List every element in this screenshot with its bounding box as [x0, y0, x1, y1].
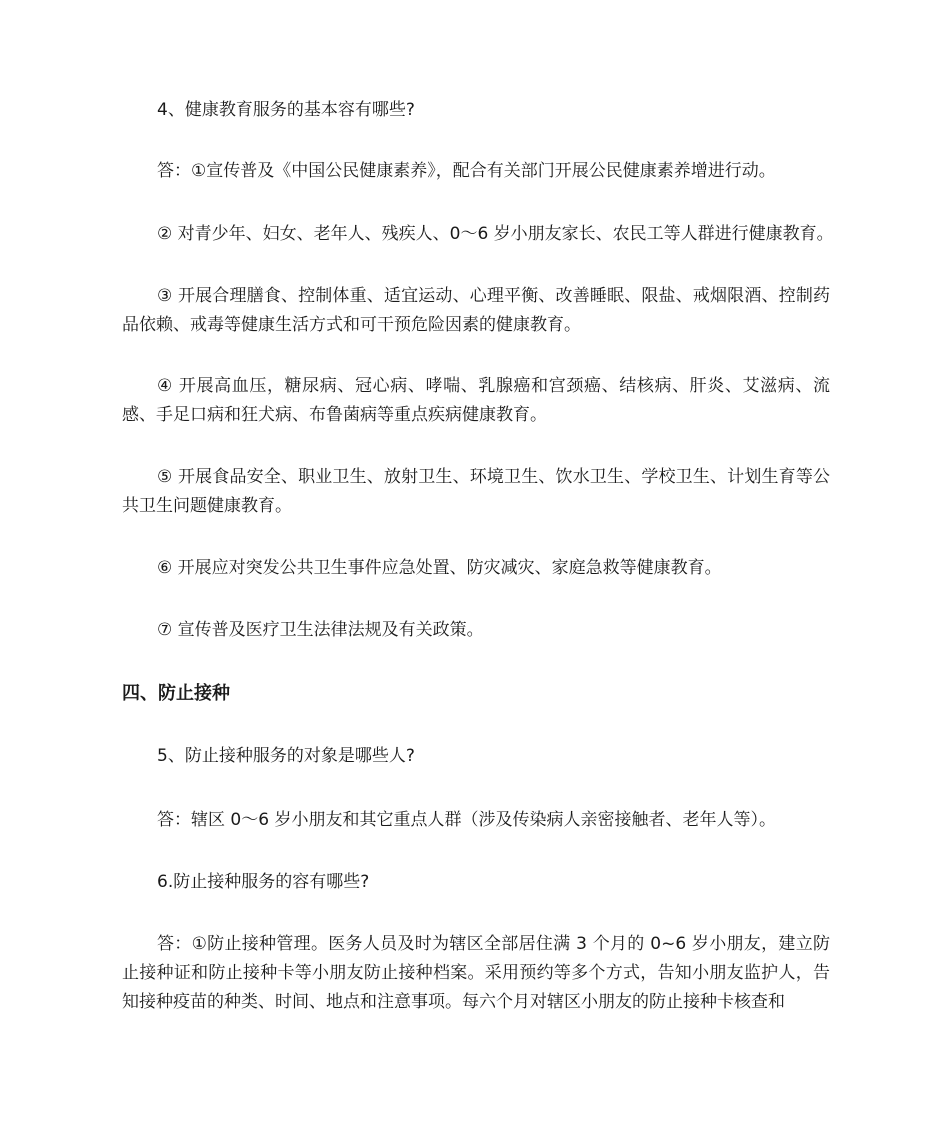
question-4-answer-2: ② 对青少年、妇女、老年人、残疾人、0～6 岁小朋友家长、农民工等人群进行健康教育。 [157, 224, 834, 244]
question-4-answer-3: ③ 开展合理膳食、控制体重、适宜运动、心理平衡、改善睡眠、限盐、戒烟限酒、控制药品依赖、戒毒等健康生活方式和可干预危险因素的健康教育。 [122, 286, 830, 335]
question-5: 5、防止接种服务的对象是哪些人? [157, 746, 415, 766]
question-5-answer: 答：辖区 0～6 岁小朋友和其它重点人群（涉及传染病人亲密接触者、老年人等）。 [157, 810, 776, 830]
question-6-answer: 答：①防止接种管理。医务人员及时为辖区全部居住满 3 个月的 0~6 岁小朋友，建立防止接种证和防止接种卡等小朋友防止接种档案。采用预约等多个方式，告知小朋友监护人，告知接种疫苗的种类、时间、地点和注意事项。每六个月对辖区小朋友的防止接种卡核查和 [122, 934, 830, 1012]
question-4-answer-1: 答：①宣传普及《中国公民健康素养》，配合有关部门开展公民健康素养增进行动。 [157, 161, 776, 181]
question-4-answer-5: ⑤ 开展食品安全、职业卫生、放射卫生、环境卫生、饮水卫生、学校卫生、计划生育等公共卫生问题健康教育。 [122, 467, 830, 516]
question-4-answer-7: ⑦ 宣传普及医疗卫生法律法规及有关政策。 [157, 620, 484, 640]
section-heading: 四、防止接种 [122, 683, 230, 704]
question-4-answer-6: ⑥ 开展应对突发公共卫生事件应急处置、防灾减灾、家庭急救等健康教育。 [157, 558, 722, 578]
question-4-answer-4: ④ 开展高血压，糖尿病、冠心病、哮喘、乳腺癌和宫颈癌、结核病、肝炎、艾滋病、流感、手足口病和狂犬病、布鲁菌病等重点疾病健康教育。 [122, 376, 830, 425]
question-6: 6.防止接种服务的容有哪些? [157, 872, 370, 892]
question-4: 4、健康教育服务的基本容有哪些? [157, 100, 415, 120]
